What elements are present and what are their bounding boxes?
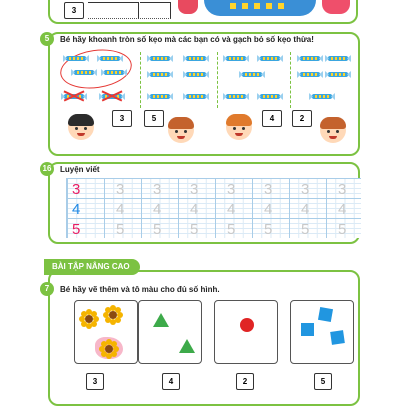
girl-avatar	[68, 114, 94, 140]
candy	[150, 56, 170, 61]
sunflower-icon	[79, 309, 99, 329]
square-icon	[318, 307, 333, 322]
practice-digit: 3	[72, 181, 81, 198]
practice-digit: 4	[72, 201, 81, 218]
dotted-line	[88, 2, 139, 19]
candy	[186, 56, 206, 61]
column-divider	[217, 52, 218, 108]
trace-digit[interactable]: 3	[153, 181, 162, 198]
trace-digit[interactable]: 4	[153, 201, 162, 218]
trace-digit[interactable]: 4	[227, 201, 236, 218]
writing-grid[interactable]	[66, 178, 361, 238]
pool-toys	[230, 3, 290, 9]
answer-box[interactable]: 3	[86, 373, 104, 390]
answer-box[interactable]: 2	[292, 110, 312, 127]
candy	[66, 56, 86, 61]
trace-digit[interactable]: 5	[301, 221, 310, 238]
trace-digit[interactable]: 4	[264, 201, 273, 218]
trace-digit[interactable]: 4	[338, 201, 347, 218]
answer-box[interactable]: 5	[314, 373, 332, 390]
candy	[328, 72, 348, 77]
circle-icon	[240, 318, 254, 332]
exercise-number: 16	[40, 162, 54, 176]
candy-group-4	[296, 50, 356, 110]
top-answer-box: 3	[64, 2, 84, 19]
trace-digit[interactable]: 4	[190, 201, 199, 218]
square-icon	[330, 330, 345, 345]
boy-avatar	[320, 117, 346, 143]
column-divider	[140, 52, 141, 108]
square-icon	[301, 323, 314, 336]
candy	[312, 94, 332, 99]
girl-illustration	[322, 0, 350, 14]
trace-digit[interactable]: 3	[264, 181, 273, 198]
trace-digit[interactable]: 3	[227, 181, 236, 198]
answer-box[interactable]: 5	[144, 110, 164, 127]
candy	[150, 94, 170, 99]
trace-digit[interactable]: 5	[116, 221, 125, 238]
advanced-banner-text: BÀI TẬP NÂNG CAO	[52, 262, 130, 271]
candy	[186, 72, 206, 77]
winking-girl-avatar	[226, 114, 252, 140]
candy-group-1	[58, 50, 138, 110]
strike-mark	[63, 91, 85, 101]
dotted-line	[140, 2, 171, 19]
candy	[300, 72, 320, 77]
triangle-icon	[179, 339, 195, 353]
trace-digit[interactable]: 5	[153, 221, 162, 238]
trace-digit[interactable]: 5	[338, 221, 347, 238]
candy	[186, 94, 206, 99]
exercise-number: 5	[40, 32, 54, 46]
candy	[260, 94, 280, 99]
sunflower-icon	[103, 305, 123, 325]
candy	[300, 56, 320, 61]
trace-digit[interactable]: 5	[227, 221, 236, 238]
trace-digit[interactable]: 3	[190, 181, 199, 198]
candy	[328, 56, 348, 61]
candy	[226, 94, 246, 99]
shape-box-1[interactable]	[74, 300, 138, 364]
candy	[104, 70, 124, 75]
trace-digit[interactable]: 3	[116, 181, 125, 198]
candy	[260, 56, 280, 61]
shape-box-4[interactable]	[290, 300, 354, 364]
trace-digit[interactable]: 5	[264, 221, 273, 238]
candy	[100, 56, 120, 61]
exercise-title: Luyện viết	[60, 165, 100, 174]
answer-box[interactable]: 2	[236, 373, 254, 390]
exercise-number: 7	[40, 282, 54, 296]
sunflower-icon	[99, 339, 119, 359]
trace-digit[interactable]: 3	[301, 181, 310, 198]
boy-avatar	[168, 117, 194, 143]
column-divider	[290, 52, 291, 108]
exercise-instruction: Bé hãy vẽ thêm và tô màu cho đủ số hình.	[60, 285, 220, 294]
triangle-icon	[153, 313, 169, 327]
candy-group-2	[146, 50, 214, 110]
answer-box[interactable]: 4	[262, 110, 282, 127]
shape-box-3[interactable]	[214, 300, 278, 364]
shape-box-2[interactable]	[138, 300, 202, 364]
exercise-instruction: Bé hãy khoanh tròn số kẹo mà các bạn có và gạch bỏ số kẹo thừa!	[60, 35, 314, 44]
candy-group-3	[222, 50, 288, 110]
strike-mark	[101, 91, 123, 101]
red-circle	[58, 45, 135, 93]
candy	[242, 72, 262, 77]
practice-digit: 5	[72, 221, 81, 238]
trace-digit[interactable]: 3	[338, 181, 347, 198]
answer-box[interactable]: 3	[112, 110, 132, 127]
trace-digit[interactable]: 4	[116, 201, 125, 218]
girl-illustration	[178, 0, 198, 14]
candy	[226, 56, 246, 61]
trace-digit[interactable]: 5	[190, 221, 199, 238]
answer-box[interactable]: 4	[162, 373, 180, 390]
trace-digit[interactable]: 4	[301, 201, 310, 218]
candy	[74, 70, 94, 75]
candy	[150, 72, 170, 77]
